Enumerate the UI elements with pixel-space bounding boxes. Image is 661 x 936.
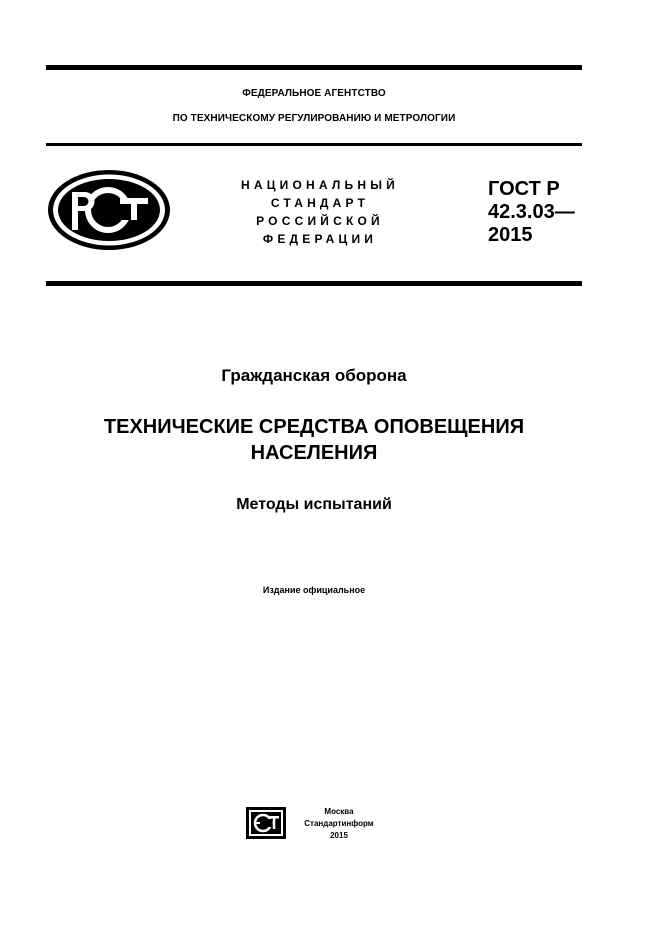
standard-designation	[488, 178, 575, 247]
publisher-city: Москва	[324, 807, 354, 816]
main-title-line-1: ТЕХНИЧЕСКИЕ СРЕДСТВА ОПОВЕЩЕНИЯ	[103, 416, 525, 438]
agency-line-2: ПО ТЕХНИЧЕСКОМУ РЕГУЛИРОВАНИЮ И МЕТРОЛОГИИ	[172, 113, 456, 124]
main-title-line-2: НАСЕЛЕНИЯ	[250, 442, 378, 464]
main-title	[46, 414, 582, 466]
standard-type-line-2: СТАНДАРТ	[270, 196, 370, 210]
edition-note: Издание официальное	[262, 585, 366, 595]
header-divider	[46, 143, 582, 146]
top-rule	[46, 65, 582, 70]
rst-certification-mark-icon	[46, 168, 172, 252]
agency-line-1: ФЕДЕРАЛЬНОЕ АГЕНТСТВО	[242, 88, 386, 99]
designation-line-1: ГОСТ Р	[488, 178, 560, 200]
subtitle: Методы испытаний	[236, 496, 392, 513]
standard-type-line-3: РОССИЙСКОЙ	[256, 214, 384, 228]
standard-type-line-1: НАЦИОНАЛЬНЫЙ	[240, 178, 400, 192]
series-title: Гражданская оборона	[221, 366, 407, 385]
block-bottom-rule	[46, 281, 582, 286]
designation-line-3: 2015	[488, 224, 533, 246]
standard-type-line-4: ФЕДЕРАЦИИ	[262, 232, 378, 246]
publisher-name: Стандартинформ	[304, 819, 374, 828]
designation-line-2: 42.3.03—	[488, 201, 575, 223]
standard-type	[232, 176, 408, 248]
publisher-info	[294, 806, 384, 842]
standartinform-logo-icon	[246, 807, 286, 839]
publisher-year: 2015	[330, 831, 348, 840]
